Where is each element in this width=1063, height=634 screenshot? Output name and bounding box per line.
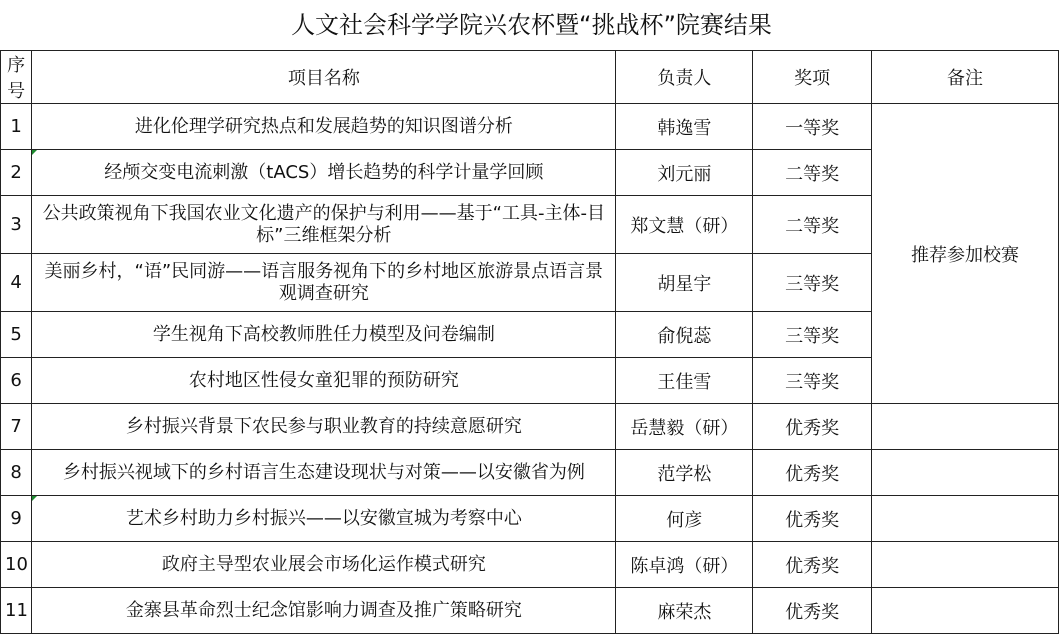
cell-award: 三等奖 [753,254,872,312]
header-no: 序号 [1,51,32,104]
comment-marker-icon [32,150,37,155]
cell-no: 3 [1,196,32,254]
cell-no: 1 [1,104,32,150]
cell-leader: 陈卓鸿（研） [616,542,753,588]
cell-project-name: 美丽乡村，“语”民同游——语言服务视角下的乡村地区旅游景点语言景观调查研究 [32,254,616,312]
cell-project-name: 学生视角下高校教师胜任力模型及问卷编制 [32,312,616,358]
cell-remark [871,450,1058,496]
cell-award: 一等奖 [753,104,872,150]
cell-award: 优秀奖 [753,450,872,496]
cell-award: 优秀奖 [753,496,872,542]
results-table [0,50,1059,634]
header-remark: 备注 [871,51,1058,104]
cell-award: 二等奖 [753,150,872,196]
header-award: 奖项 [753,51,872,104]
header-name: 项目名称 [32,51,616,104]
page-title: 人文社会科学学院兴农杯暨“挑战杯”院赛结果 [291,11,772,39]
cell-award: 三等奖 [753,312,872,358]
header-leader: 负责人 [616,51,753,104]
cell-project-name: 进化伦理学研究热点和发展趋势的知识图谱分析 [32,104,616,150]
cell-award: 二等奖 [753,196,872,254]
cell-award: 优秀奖 [753,542,872,588]
cell-leader: 岳慧毅（研） [616,404,753,450]
cell-leader: 何彦 [616,496,753,542]
cell-leader: 范学松 [616,450,753,496]
cell-remark [871,496,1058,542]
cell-award: 优秀奖 [753,588,872,634]
cell-project-name: 金寨县革命烈士纪念馆影响力调查及推广策略研究 [32,588,616,634]
cell-no: 9 [1,496,32,542]
cell-project-name: 乡村振兴视域下的乡村语言生态建设现状与对策——以安徽省为例 [32,450,616,496]
cell-project-name: 农村地区性侵女童犯罪的预防研究 [32,358,616,404]
cell-leader: 麻荣杰 [616,588,753,634]
cell-no: 5 [1,312,32,358]
cell-award: 三等奖 [753,358,872,404]
cell-leader: 郑文慧（研） [616,196,753,254]
table-row [1,450,1059,496]
header-row [1,51,1059,104]
cell-project-name [32,496,616,542]
cell-project-name [32,150,616,196]
cell-no: 10 [1,542,32,588]
cell-leader: 俞倪蕊 [616,312,753,358]
comment-marker-icon [32,496,37,501]
cell-no: 4 [1,254,32,312]
cell-no: 7 [1,404,32,450]
cell-award: 优秀奖 [753,404,872,450]
table-row [1,104,1059,150]
cell-remark-merged: 推荐参加校赛 [871,104,1058,404]
cell-no: 6 [1,358,32,404]
table-row [1,542,1059,588]
table-row [1,404,1059,450]
cell-leader: 王佳雪 [616,358,753,404]
cell-remark [871,542,1058,588]
cell-project-name-text: 艺术乡村助力乡村振兴——以安徽宣城为考察中心 [125,507,522,529]
cell-remark [871,588,1058,634]
cell-project-name: 乡村振兴背景下农民参与职业教育的持续意愿研究 [32,404,616,450]
cell-no: 8 [1,450,32,496]
cell-project-name-text: 经颅交变电流刺激（tACS）增长趋势的科学计量学回顾 [104,161,544,183]
cell-project-name: 政府主导型农业展会市场化运作模式研究 [32,542,616,588]
cell-project-name: 公共政策视角下我国农业文化遗产的保护与利用——基于“工具-主体-目标”三维框架分析 [32,196,616,254]
cell-leader: 韩逸雪 [616,104,753,150]
cell-leader: 胡星宇 [616,254,753,312]
cell-remark [871,404,1058,450]
table-row [1,496,1059,542]
cell-leader: 刘元丽 [616,150,753,196]
table-row [1,588,1059,634]
cell-no: 2 [1,150,32,196]
cell-no: 11 [1,588,32,634]
